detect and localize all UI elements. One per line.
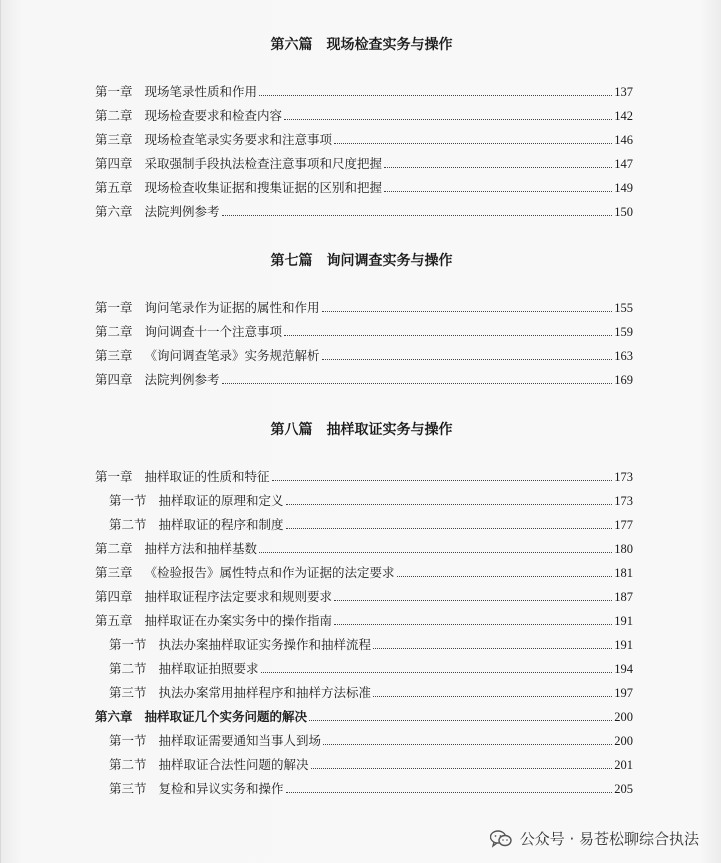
entry-title: 现场检查要求和检查内容 (144, 108, 283, 123)
entry-title: 复检和异议实务和操作 (158, 781, 284, 796)
section-label: 第一节 (109, 493, 147, 508)
part-7-heading (1, 251, 721, 271)
leader-dots (261, 671, 613, 673)
leader-dots (322, 310, 613, 312)
leader-dots (311, 767, 613, 769)
entry-title: 现场笔录性质和作用 (144, 84, 258, 99)
section-label: 第二节 (109, 661, 147, 676)
section-label: 第一节 (109, 637, 147, 652)
page-number: 200 (614, 710, 633, 724)
page-number: 169 (614, 373, 633, 387)
section-label: 第一节 (109, 733, 147, 748)
part-title: 第八篇 抽样取证实务与操作 (270, 422, 453, 438)
leader-dots (286, 791, 613, 793)
toc-entry[interactable] (95, 82, 633, 102)
page-number: 177 (614, 518, 633, 532)
leader-dots (284, 334, 612, 336)
entry-title: 法院判例参考 (144, 372, 220, 387)
entry-title: 抽样取证的程序和制度 (158, 517, 284, 532)
chapter-label: 第四章 (95, 589, 133, 604)
toc-entry[interactable] (95, 346, 633, 366)
leader-dots (322, 358, 613, 360)
toc-entry[interactable] (95, 707, 633, 727)
page-number: 205 (614, 782, 633, 796)
entry-title: 《询问调查笔录》实务规范解析 (144, 348, 320, 363)
leader-dots (222, 382, 613, 384)
wechat-icon (490, 830, 512, 848)
leader-dots (384, 166, 612, 168)
entry-title: 抽样取证程序法定要求和规则要求 (144, 589, 333, 604)
page-number: 201 (614, 758, 633, 772)
watermark-text: 公众号 · 易苍松聊综合执法 (519, 830, 699, 848)
entry-title: 执法办案抽样取证实务操作和抽样流程 (158, 637, 372, 652)
leader-dots (272, 479, 613, 481)
chapter-label: 第三章 (95, 565, 133, 580)
chapter-label: 第三章 (95, 132, 133, 147)
page-number: 137 (614, 85, 633, 99)
leader-dots (286, 527, 613, 529)
toc-entry[interactable] (95, 467, 633, 487)
chapter-label: 第一章 (95, 469, 133, 484)
entry-title: 抽样取证几个实务问题的解决 (144, 709, 308, 724)
toc-section-entry[interactable] (109, 491, 633, 511)
entry-title: 询问笔录作为证据的属性和作用 (144, 300, 320, 315)
leader-dots (334, 599, 612, 601)
toc-entry[interactable] (95, 370, 633, 390)
toc-entry[interactable] (95, 202, 633, 222)
section-label: 第三节 (109, 685, 147, 700)
page-number: 149 (614, 181, 633, 195)
entry-title: 抽样取证需要通知当事人到场 (158, 733, 322, 748)
entry-title: 抽样取证的原理和定义 (158, 493, 284, 508)
toc-entry[interactable] (95, 106, 633, 126)
toc-entry[interactable] (95, 298, 633, 318)
toc-section-entry[interactable] (109, 731, 633, 751)
page-number: 173 (614, 494, 633, 508)
chapter-label: 第二章 (95, 108, 133, 123)
leader-dots (373, 695, 612, 697)
leader-dots (334, 142, 612, 144)
toc-section-entry[interactable] (109, 659, 633, 679)
toc-entry[interactable] (95, 587, 633, 607)
toc-section-entry[interactable] (109, 683, 633, 703)
page-number: 180 (614, 542, 633, 556)
leader-dots (259, 551, 612, 553)
leader-dots (259, 94, 612, 96)
toc-section-entry[interactable] (109, 779, 633, 799)
page-number: 181 (614, 566, 633, 580)
leader-dots (222, 214, 613, 216)
toc-entry[interactable] (95, 539, 633, 559)
page-number: 147 (614, 157, 633, 171)
watermark (490, 828, 699, 849)
leader-dots (397, 575, 613, 577)
entry-title: 抽样取证在办案实务中的操作指南 (144, 613, 333, 628)
entry-title: 抽样方法和抽样基数 (144, 541, 258, 556)
chapter-label: 第二章 (95, 541, 133, 556)
chapter-label: 第一章 (95, 300, 133, 315)
chapter-label: 第四章 (95, 372, 133, 387)
toc-entry[interactable] (95, 563, 633, 583)
page-number: 159 (614, 325, 633, 339)
page-number: 200 (614, 734, 633, 748)
chapter-label: 第五章 (95, 180, 133, 195)
entry-title: 现场检查收集证据和搜集证据的区别和把握 (144, 180, 383, 195)
page-number: 150 (614, 205, 633, 219)
toc-entry[interactable] (95, 611, 633, 631)
chapter-label: 第三章 (95, 348, 133, 363)
toc-entry[interactable] (95, 154, 633, 174)
entry-title: 抽样取证拍照要求 (158, 661, 259, 676)
page-number: 146 (614, 133, 633, 147)
chapter-label: 第五章 (95, 613, 133, 628)
page-number: 191 (614, 638, 633, 652)
part-8-heading (1, 420, 721, 440)
leader-dots (309, 719, 612, 721)
toc-section-entry[interactable] (109, 755, 633, 775)
page-number: 142 (614, 109, 633, 123)
leader-dots (334, 623, 612, 625)
chapter-label: 第四章 (95, 156, 133, 171)
entry-title: 抽样取证的性质和特征 (144, 469, 270, 484)
section-label: 第二节 (109, 757, 147, 772)
page-number: 191 (614, 614, 633, 628)
toc-section-entry[interactable] (109, 635, 633, 655)
chapter-label: 第一章 (95, 84, 133, 99)
toc-section-entry[interactable] (109, 515, 633, 535)
leader-dots (323, 743, 612, 745)
section-label: 第三节 (109, 781, 147, 796)
page-number: 163 (614, 349, 633, 363)
chapter-label: 第六章 (95, 204, 133, 219)
page-number: 173 (614, 470, 633, 484)
entry-title: 询问调查十一个注意事项 (144, 324, 283, 339)
leader-dots (373, 647, 612, 649)
toc-entry[interactable] (95, 130, 633, 150)
page-number: 187 (614, 590, 633, 604)
page-number: 155 (614, 301, 633, 315)
leader-dots (284, 118, 612, 120)
entry-title: 抽样取证合法性问题的解决 (158, 757, 309, 772)
section-label: 第二节 (109, 517, 147, 532)
entry-title: 《检验报告》属性特点和作为证据的法定要求 (144, 565, 395, 580)
toc-entry[interactable] (95, 178, 633, 198)
entry-title: 法院判例参考 (144, 204, 220, 219)
page-number: 197 (614, 686, 633, 700)
chapter-label: 第六章 (95, 709, 133, 724)
toc-entry[interactable] (95, 322, 633, 342)
leader-dots (286, 503, 613, 505)
leader-dots (384, 190, 612, 192)
part-title: 第七篇 询问调查实务与操作 (270, 253, 453, 269)
page-number: 194 (614, 662, 633, 676)
entry-title: 采取强制手段执法检查注意事项和尺度把握 (144, 156, 383, 171)
part-title: 第六篇 现场检查实务与操作 (270, 37, 453, 53)
chapter-label: 第二章 (95, 324, 133, 339)
entry-title: 执法办案常用抽样程序和抽样方法标准 (158, 685, 372, 700)
part-6-heading (1, 35, 721, 55)
entry-title: 现场检查笔录实务要求和注意事项 (144, 132, 333, 147)
